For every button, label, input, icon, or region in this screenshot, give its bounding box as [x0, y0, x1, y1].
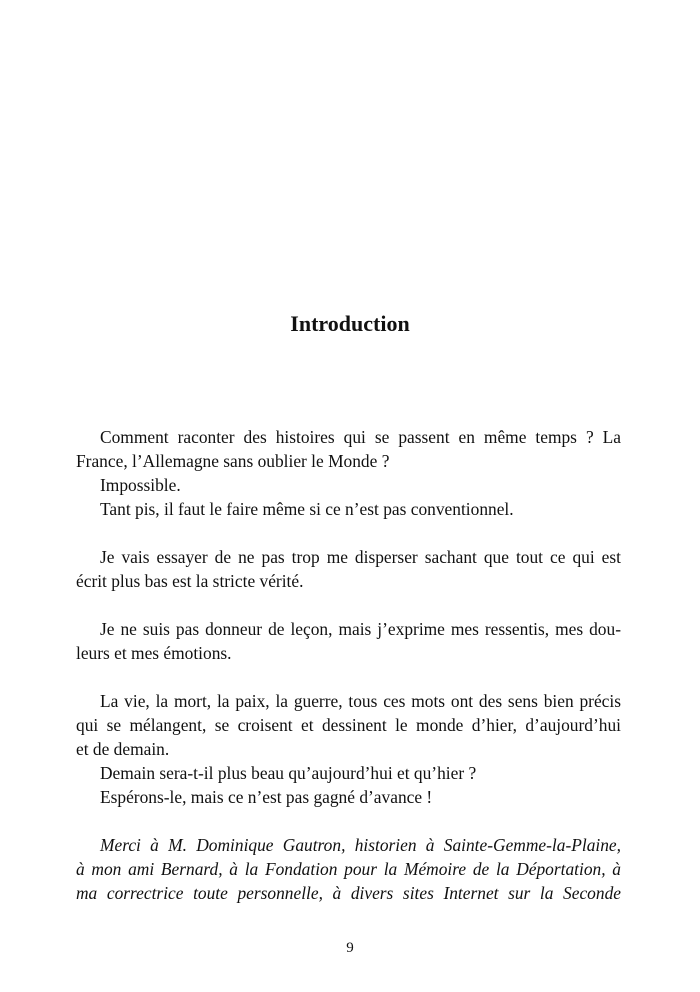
text-line: Tant pis, il faut le faire même si ce n’est pas conventionnel.	[100, 499, 514, 519]
paragraph	[76, 425, 621, 473]
text-line: France, l’Allemagne sans oublier le Monde ?	[76, 451, 390, 471]
text-line: ma correctrice toute personnelle, à divers sites Internet sur la Seconde	[76, 883, 621, 903]
text-line: Espérons-le, mais ce n’est pas gagné d’avance !	[100, 787, 433, 807]
text-line: et de demain.	[76, 739, 170, 759]
page-title: Introduction	[290, 311, 410, 336]
paragraph	[76, 545, 621, 593]
paragraph	[76, 473, 621, 497]
text-line: écrit plus bas est la stricte vérité.	[76, 571, 304, 591]
text-line: à mon ami Bernard, à la Fondation pour la Mémoire de la Déportation, à	[76, 859, 621, 879]
paragraph	[76, 689, 621, 761]
text-line: Je ne suis pas donneur de leçon, mais j’exprime mes ressentis, mes dou-	[100, 619, 621, 639]
paragraph	[76, 617, 621, 665]
paragraph	[76, 497, 621, 521]
acknowledgements-paragraph	[76, 833, 621, 905]
text-line: qui se mélangent, se croisent et dessinent le monde d’hier, d’aujourd’hui	[76, 715, 621, 735]
text-line: leurs et mes émotions.	[76, 643, 232, 663]
text-line: Impossible.	[100, 475, 181, 495]
page-number: 9	[346, 940, 354, 956]
paragraph	[76, 761, 621, 785]
text-line: Je vais essayer de ne pas trop me disperser sachant que tout ce qui est	[100, 547, 621, 567]
text-line: Demain sera-t-il plus beau qu’aujourd’hui et qu’hier ?	[100, 763, 477, 783]
text-line: Merci à M. Dominique Gautron, historien à Sainte-Gemme-la-Plaine,	[100, 835, 621, 855]
text-line: La vie, la mort, la paix, la guerre, tous ces mots ont des sens bien précis	[100, 691, 621, 711]
body-text	[76, 425, 621, 905]
text-line: Comment raconter des histoires qui se passent en même temps ? La	[100, 427, 621, 447]
paragraph	[76, 785, 621, 809]
